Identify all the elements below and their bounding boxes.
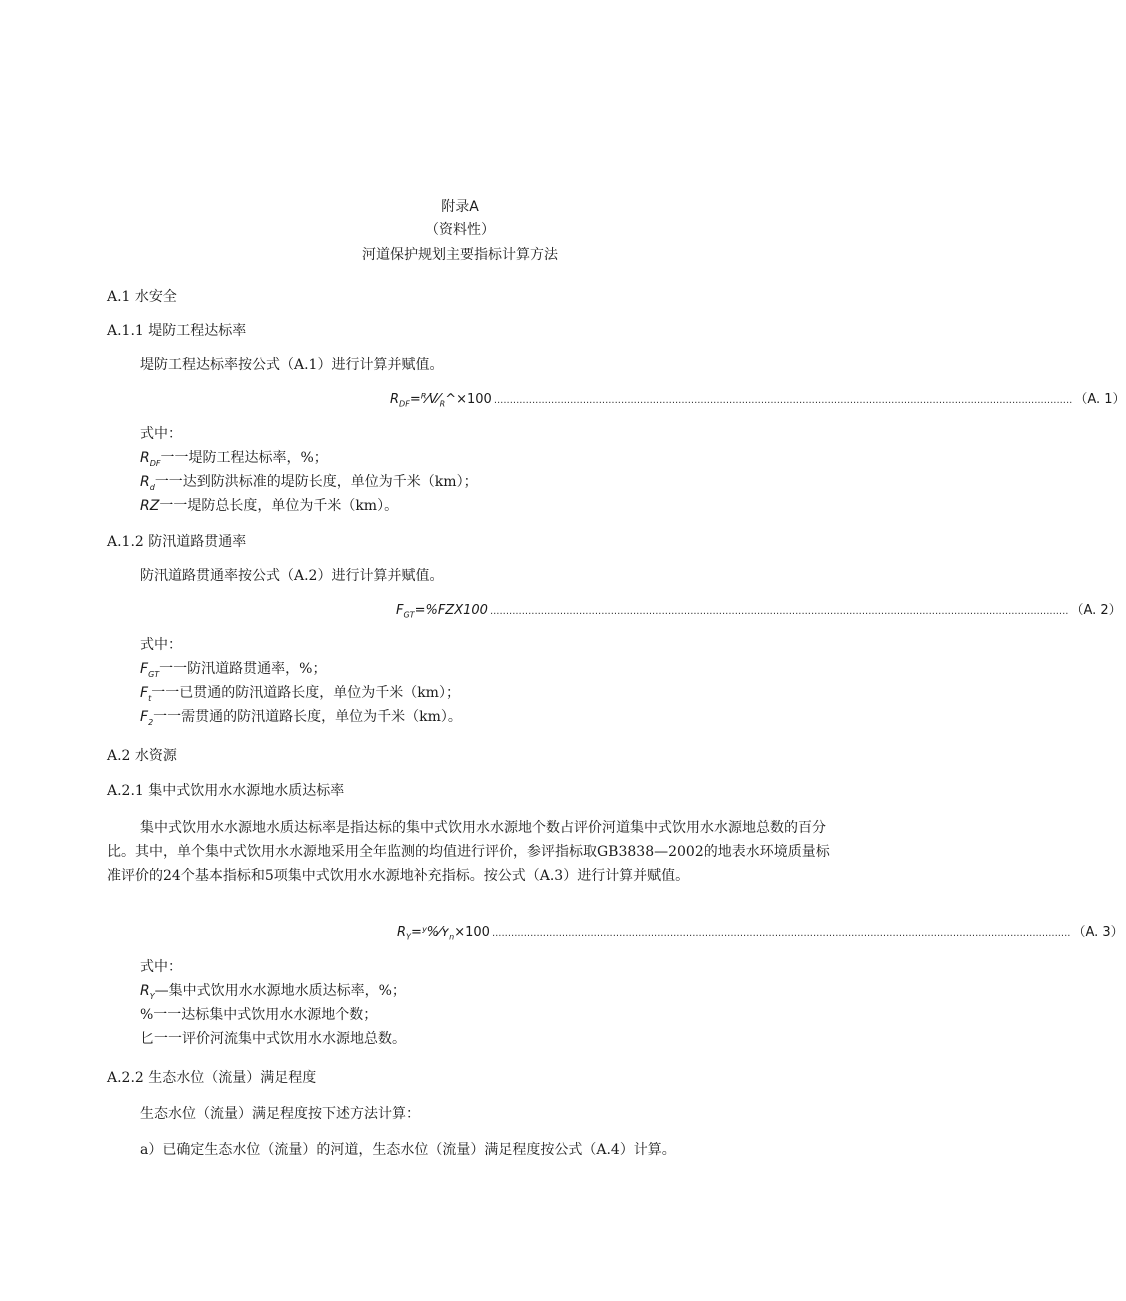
a21-def1-symbol: R xyxy=(140,983,150,999)
formula-a1-body: =ᴿ⁄V⁄ xyxy=(409,392,440,407)
section-a11-heading: A.1.1 堤防工程达标率 xyxy=(107,323,247,339)
section-a21-heading: A.2.1 集中式饮用水水源地水质达标率 xyxy=(107,783,345,799)
a21-definition-count: %一一达标集中式饮用水水源地个数； xyxy=(140,1007,378,1023)
a12-definition-f1 xyxy=(140,683,460,709)
a12-def2-text: 一一已贯通的防汛道路长度，单位为千米（km）； xyxy=(151,685,460,701)
a21-def1-text: —集中式饮用水水源地水质达标率，%； xyxy=(154,983,406,999)
a11-def1-symbol: R xyxy=(140,450,150,466)
a21-def1-subscript: Y xyxy=(149,991,155,1001)
a12-def1-subscript: GT xyxy=(148,669,160,679)
a11-def1-text: 一一堤防工程达标率，%； xyxy=(160,450,328,466)
formula-a3-leader: ...................................................................................................................................................................................... xyxy=(491,928,1071,939)
formula-a1-subscript2: R xyxy=(439,399,446,409)
a11-def3-text: 一一堤防总长度，单位为千米（km）。 xyxy=(159,498,399,514)
formula-a2 xyxy=(396,599,1122,620)
a21-definition-ry xyxy=(140,981,406,1007)
formula-a3 xyxy=(397,921,1124,942)
a11-def2-subscript: d xyxy=(149,482,155,492)
formula-a2-number: （A. 2） xyxy=(1070,603,1122,618)
a11-def1-subscript: DF xyxy=(149,458,161,468)
section-a11-intro: 堤防工程达标率按公式（A.1）进行计算并赋值。 xyxy=(140,357,444,373)
a12-def3-symbol: F xyxy=(140,709,149,725)
formula-a2-leader: ...................................................................................................................................................................................... xyxy=(489,606,1069,617)
formula-a3-tail: ×100 xyxy=(454,925,490,940)
section-a1-heading: A.1 水安全 xyxy=(107,289,177,305)
formula-a3-subscript: Y xyxy=(406,932,411,942)
formula-a3-symbol: R xyxy=(397,925,407,940)
formula-a2-subscript: GT xyxy=(403,610,415,620)
a12-definition-f2 xyxy=(140,707,462,733)
formula-a1 xyxy=(390,388,1126,409)
appendix-label: 附录A xyxy=(441,199,479,215)
a12-def2-subscript: t xyxy=(148,693,152,703)
a11-def3-symbol: RZ xyxy=(140,498,160,514)
formula-a3-number: （A. 3） xyxy=(1072,925,1124,940)
section-a12-heading: A.1.2 防汛道路贯通率 xyxy=(107,534,247,550)
a12-def2-symbol: F xyxy=(140,685,149,701)
a11-where: 式中： xyxy=(140,426,182,442)
formula-a3-subscript2: n xyxy=(449,932,455,942)
a11-def2-symbol: R xyxy=(140,474,150,490)
section-a12-intro: 防汛道路贯通率按公式（A.2）进行计算并赋值。 xyxy=(140,568,444,584)
appendix-title: 河道保护规划主要指标计算方法 xyxy=(362,247,558,263)
formula-a3-expression xyxy=(397,925,490,942)
formula-a1-number: （A. 1） xyxy=(1074,392,1126,407)
formula-a2-body: =%FZX100 xyxy=(414,603,488,618)
formula-a1-symbol: R xyxy=(390,392,400,407)
section-a22-heading: A.2.2 生态水位（流量）满足程度 xyxy=(107,1070,317,1086)
formula-a2-symbol: F xyxy=(396,603,404,618)
a21-where: 式中： xyxy=(140,959,182,975)
a12-def1-symbol: F xyxy=(140,661,149,677)
formula-a1-expression xyxy=(390,392,492,409)
section-a22-item-a: a）已确定生态水位（流量）的河道，生态水位（流量）满足程度按公式（A.4）计算。 xyxy=(140,1142,676,1158)
formula-a1-subscript: DF xyxy=(399,399,410,409)
section-a21-paragraph: 集中式饮用水水源地水质达标率是指达标的集中式饮用水水源地个数占评价河道集中式饮用水水源地总数的百分比。其中，单个集中式饮用水水源地采用全年监测的均值进行评价，参评指标取GB3838—2002的地表水环境质量标准评价的24个基本指标和5项集中式饮用水水源地补充指标。按公式（A.3）进行计算并赋值。 xyxy=(107,820,830,884)
a12-definition-fgt xyxy=(140,659,326,685)
formula-a3-body: =ʸ%⁄ʏ xyxy=(410,925,450,940)
formula-a1-leader: ...................................................................................................................................................................................... xyxy=(493,395,1073,406)
section-a22-intro: 生态水位（流量）满足程度按下述方法计算： xyxy=(140,1106,420,1122)
formula-a2-expression xyxy=(396,603,488,620)
a12-where: 式中： xyxy=(140,637,182,653)
a11-definition-rd xyxy=(140,472,478,498)
a11-def2-text: 一一达到防洪标准的堤防长度，单位为千米（km）； xyxy=(154,474,478,490)
a11-definition-rdf xyxy=(140,448,328,474)
appendix-nature: （资料性） xyxy=(425,222,495,238)
a21-definition-total: 匕一一评价河流集中式饮用水水源地总数。 xyxy=(140,1031,406,1047)
a12-def3-text: 一一需贯通的防汛道路长度，单位为千米（km）。 xyxy=(153,709,462,725)
a11-definition-rz xyxy=(140,496,398,516)
formula-a1-tail: ^×100 xyxy=(445,392,492,407)
a12-def3-subscript: 2 xyxy=(148,717,154,727)
section-a2-heading: A.2 水资源 xyxy=(107,748,177,764)
a12-def1-text: 一一防汛道路贯通率，%； xyxy=(159,661,327,677)
